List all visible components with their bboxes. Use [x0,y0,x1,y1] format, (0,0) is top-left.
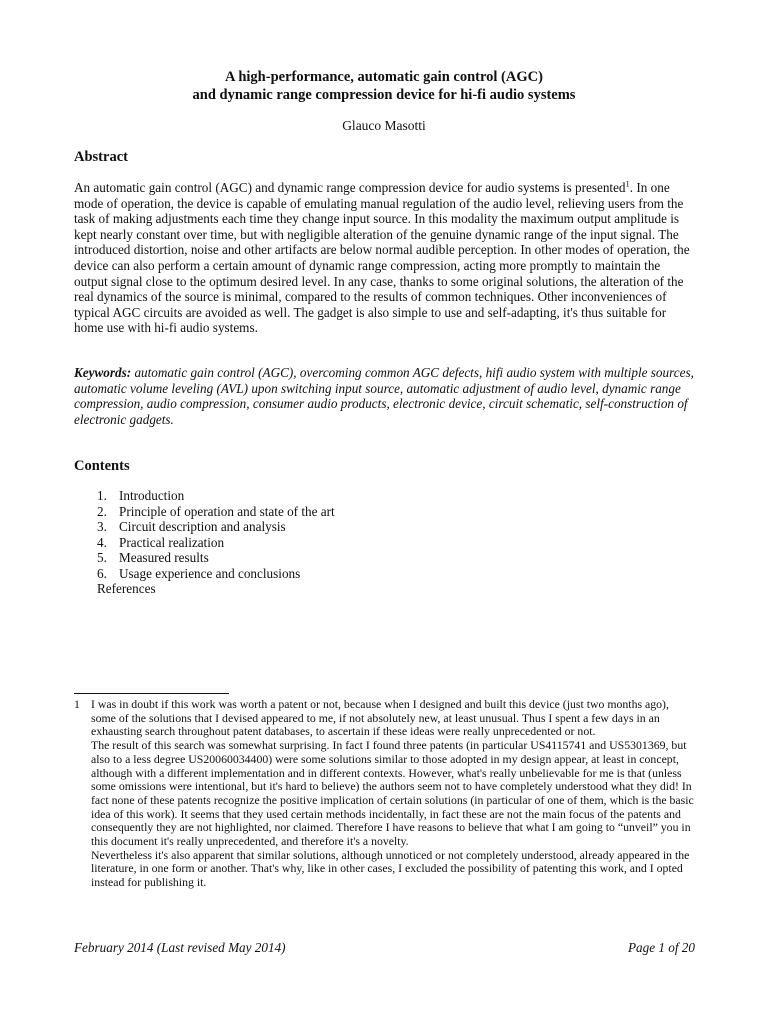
footnote-mark: 1 [74,697,80,711]
abstract-text-continued: . In one mode of operation, the device is capable of emulating manual regulation of the audio level, relieving users from the task of making adjustments each time they change input source. In this modality the maximum output amplitude is kept nearly constant over time, but with negligible alteration of the genuine dynamic range of the input signal. The introduced distortion, noise and other artifacts are below normal audible perception. In other modes of operation, the device can also perform a certain amount of dynamic range compression, acting more promptly to maintain the output signal close to the optimum desired level. In any case, thanks to some original solutions, the alteration of the real dynamics of the source is minimal, compared to the results of common techniques. Other inconveniences of typical AGC circuits are avoided as well. The gadget is also simple to use and self-adapting, it's thus suitable for home use with hi-fi audio systems. [74,180,690,336]
toc-item [97,535,335,551]
toc-references: References [97,581,156,596]
abstract-text: An automatic gain control (AGC) and dynamic range compression device for audio systems is presented [74,180,626,195]
abstract-heading: Abstract [74,149,128,165]
table-of-contents [97,488,335,597]
footnote-paragraph: Nevertheless it's also apparent that similar solutions, although unnoticed or not completely understood, already appeared in the literature, in one form or another. That's why, like in other cases, I excluded the possibility of patenting this work, and I opted instead for publishing it. [91,847,690,890]
keywords-paragraph [74,365,696,427]
author-name: Glauco Masotti [342,118,426,133]
keywords-text: automatic gain control (AGC), overcoming common AGC defects, hifi audio system with multiple sources, automatic volume leveling (AVL) upon switching input source, automatic adjustment of audio level, dynamic range compression, audio compression, consumer audio products, electronic device, circuit schematic, self-construction of electronic gadgets. [74,365,694,427]
paper-title [0,68,768,104]
toc-number: 4. [97,534,107,550]
toc-label: Introduction [119,488,185,503]
toc-item [97,519,335,535]
toc-number: 1. [97,488,107,503]
title-line-2: and dynamic range compression device for hi-fi audio systems [192,87,576,103]
toc-number: 3. [97,519,107,534]
keywords-label: Keywords: [74,365,132,380]
toc-label: Measured results [119,550,209,565]
footer-page-number: Page 1 of 20 [627,940,695,955]
toc-label: Principle of operation and state of the art [119,503,335,519]
footnote-divider [74,693,229,694]
footnote-paragraph: The result of this search was somewhat surprising. In fact I found three patents (in particular US4115741 and US5301369, but also to a less degree US20060034400) were some solutions similar to those adopted in my design appear, at least in concept, although with a different implementation and in different contexts. However, what's really unbelievable for me is that (unless some omissions were intentional, but it's hard to believe) the authors seem not to have completely understood what they did! In fact none of these patents recognize the positive implication of certain solutions (in particular of one of them, which is the basic idea of this work). It seems that they used certain methods incidentally, in fact these are not the main focus of the patents and consequently they are not highlighted, nor claimed. Therefore I have reasons to believe that what I am going to “unveil” you in this document it's really unprecedented, and therefore it's a novelty. [91,738,694,849]
footer-date: February 2014 (Last revised May 2014) [74,940,286,955]
footnote-paragraph: I was in doubt if this work was worth a patent or not, because when I designed and built this device (just two months ago), some of the solutions that I devised appeared to me, if not absolutely new, at least unusual. Thus I spent a few days in an exhausting search throughout patent databases, to ascertain if these ideas were really unprecedented or not. [91,697,669,739]
toc-number: 6. [97,565,107,581]
toc-item [97,488,335,504]
footnote-ref: 1 [625,178,630,189]
footnote [74,698,696,890]
footnote-body [91,698,696,890]
toc-number: 5. [97,550,107,565]
toc-label: Circuit description and analysis [119,519,286,534]
title-line-1: A high-performance, automatic gain control (AGC) [225,69,543,85]
toc-label: Usage experience and conclusions [119,565,301,581]
contents-heading: Contents [74,458,130,474]
abstract-body [74,180,696,336]
toc-label: Practical realization [119,534,225,550]
toc-number: 2. [97,503,107,519]
toc-item [97,550,335,566]
toc-item [97,566,335,582]
toc-item [97,504,335,520]
